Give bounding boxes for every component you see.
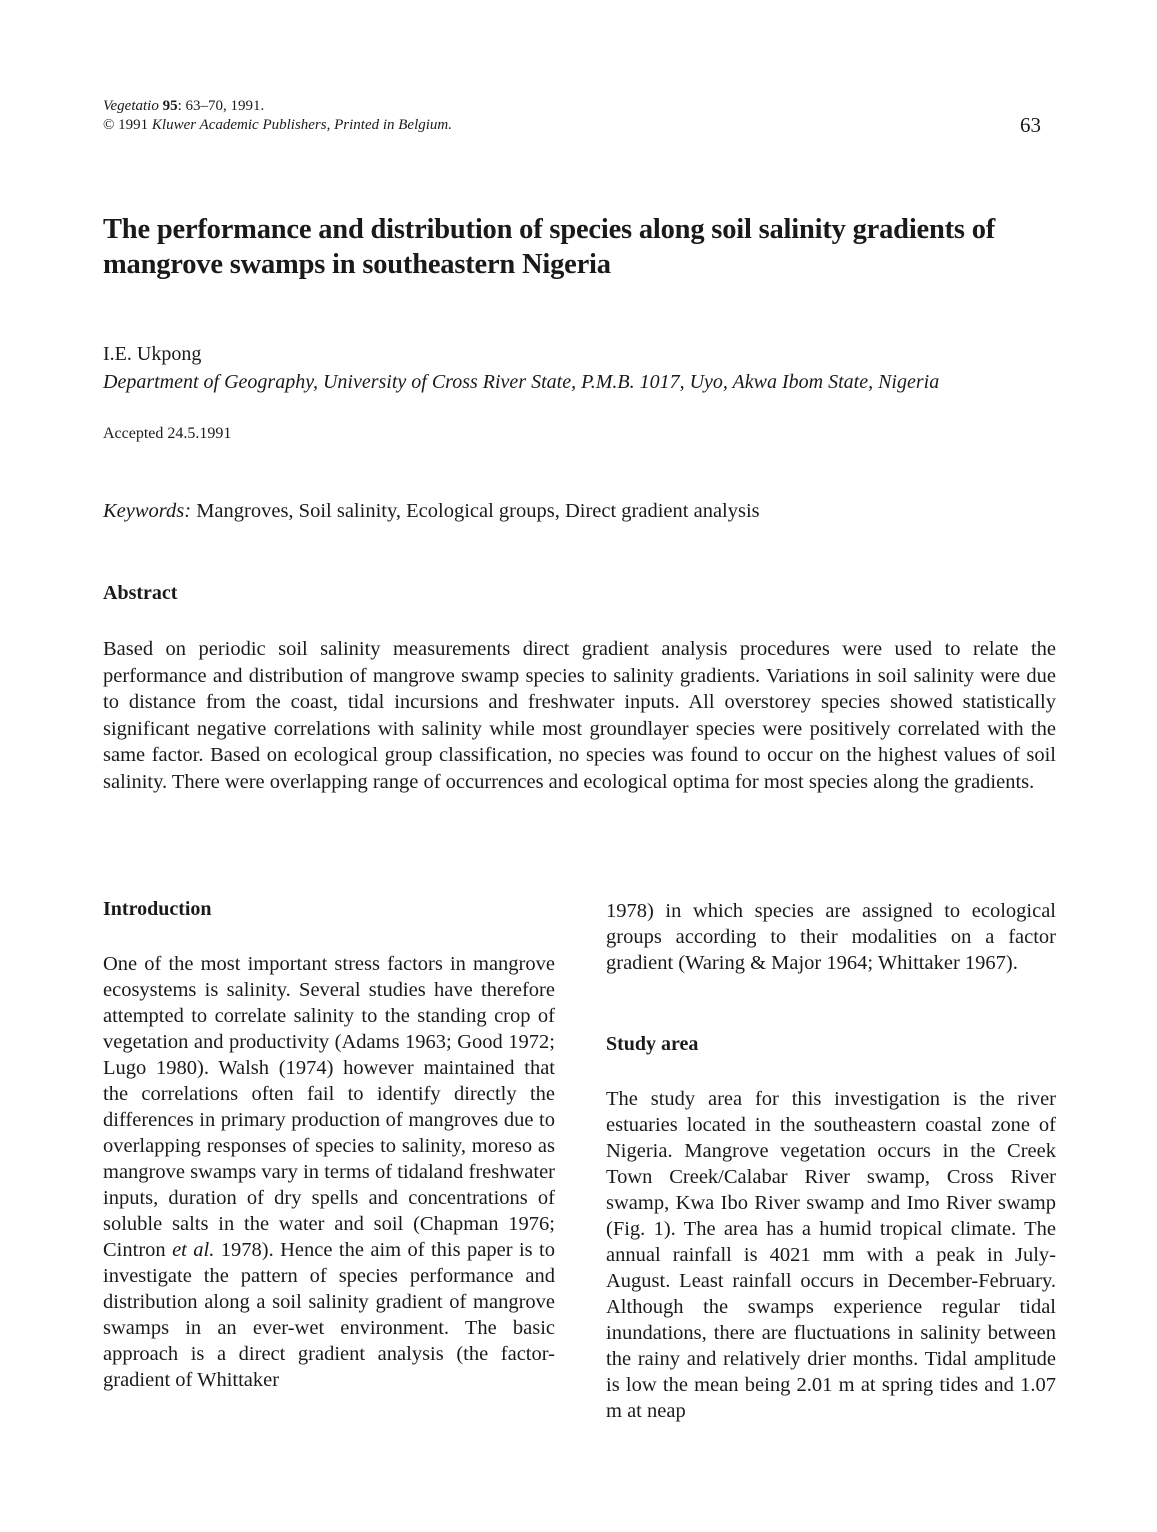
introduction-text: [103, 951, 555, 1393]
keywords: [103, 500, 760, 523]
introduction-text-part-2: 1978). Hence the aim of this paper is to investigate the pattern of species performance and distribution along a soil salinity gradient of mangrove swamps in an ever-wet environment. The basic approach is a direct gradient analysis (the factor-gradient of Whittaker: [103, 1239, 555, 1391]
study-area-heading: Study area: [606, 1033, 699, 1055]
publisher: Kluwer Academic Publishers, Printed in Belgium.: [151, 117, 453, 133]
journal-line-2: [103, 116, 452, 135]
keywords-label: Keywords:: [103, 500, 192, 522]
accepted-date: Accepted 24.5.1991: [103, 425, 232, 442]
study-area-text: The study area for this investigation is the river estuaries located in the southeastern coastal zone of Nigeria. Mangrove vegetation occurs in the Creek Town Creek/Calabar River swamp, Cross River swamp, Kwa Ibo River swamp and Imo River swamp (Fig. 1). The area has a humid tropical climate. The annual rainfall is 4021 mm with a peak in July-August. Least rainfall occurs in December-February. Although the swamps experience regular tidal inundations, there are fluctuations in salinity between the rainy and relatively drier months. Tidal amplitude is low the mean being 2.01 m at spring tides and 1.07 m at neap: [606, 1088, 1056, 1422]
journal-name: Vegetatio: [103, 98, 159, 114]
copyright-year: © 1991: [103, 117, 152, 133]
paper-title: The performance and distribution of species along soil salinity gradients of mangrove swamps in southeastern Nigeria: [103, 214, 996, 280]
introduction-continuation: 1978) in which species are assigned to ecological groups according to their modalities on a factor gradient (Waring & Major 1964; Whittaker 1967).: [606, 900, 1056, 974]
citation-et-al: et al.: [172, 1239, 215, 1261]
journal-pages: : 63–70, 1991.: [177, 98, 265, 114]
author-affiliation: Department of Geography, University of Cross River State, P.M.B. 1017, Uyo, Akwa Ibom State, Nigeria: [103, 371, 940, 393]
introduction-heading: Introduction: [103, 898, 212, 920]
abstract-text: Based on periodic soil salinity measurements direct gradient analysis procedures were used to relate the performance and distribution of mangrove swamp species to salinity gradients. Variations in soil salinity were due to distance from the coast, tidal incursions and freshwater inputs. All overstorey species showed statistically significant negative correlations with salinity while most groundlayer species were positively correlated with the same factor. Based on ecological group classification, no species was found to occur on the highest values of soil salinity. There were overlapping range of occurrences and ecological optima for most species along the gradients.: [103, 638, 1056, 793]
keywords-text: Mangroves, Soil salinity, Ecological groups, Direct gradient analysis: [191, 500, 760, 522]
journal-citation: [103, 97, 452, 135]
journal-volume: 95: [162, 98, 178, 114]
page-number: 63: [1020, 113, 1041, 137]
journal-line-1: [103, 97, 452, 116]
abstract-heading: Abstract: [103, 582, 178, 604]
author-name: I.E. Ukpong: [103, 343, 202, 365]
introduction-text-part-1: One of the most important stress factors in mangrove ecosystems is salinity. Several studies have therefore attempted to correlate salinity to the standing crop of vegetation and productivity (Adams 1963; Good 1972; Lugo 1980). Walsh (1974) however maintained that the correlations often fail to identify directly the differences in primary production of mangroves due to overlapping responses of species to salinity, moreso as mangrove swamps vary in terms of tidaland freshwater inputs, duration of dry spells and concentrations of soluble salts in the water and soil (Chapman 1976; Cintron: [103, 953, 555, 1261]
